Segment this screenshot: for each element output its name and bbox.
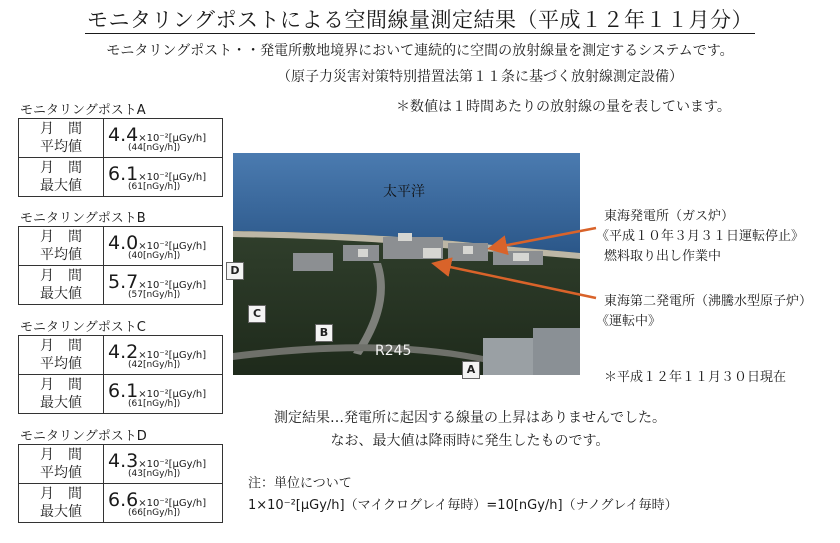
max-label: 月 間 最大値 [19, 158, 104, 197]
max-label: 月 間 最大値 [19, 266, 104, 305]
footnote-unit: 1×10⁻²[μGy/h]（マイクログレイ毎時）=10[nGy/h]（ナノグレイ毎時） [248, 498, 678, 513]
post-d-max: 6.6×10⁻²[μGy/h] (66[nGy/h]) [104, 484, 223, 523]
arrow-plant1 [492, 228, 596, 248]
post-d-avg: 4.3×10⁻²[μGy/h] (43[nGy/h]) [104, 445, 223, 484]
avg-label: 月 間 平均値 [19, 227, 104, 266]
plant1-annotation [596, 207, 805, 267]
post-b-avg: 4.0×10⁻²[μGy/h] (40[nGy/h]) [104, 227, 223, 266]
max-label: 月 間 最大値 [19, 484, 104, 523]
arrow-plant2 [436, 264, 596, 298]
intro-line-2: （原子力災害対策特別措置法第１１条に基づく放射線測定設備） [277, 69, 683, 85]
post-a-label: モニタリングポストA [20, 103, 146, 118]
avg-label: 月 間 平均値 [19, 336, 104, 375]
intro-line-3: ＊数値は１時間あたりの放射線の量を表しています。 [396, 99, 731, 115]
plant2-annotation [596, 292, 813, 332]
marker-d: D [226, 262, 244, 280]
intro-line-1: モニタリングポスト・・発電所敷地境界において連続的に空間の放射線量を測定するシステムです。 [106, 43, 734, 59]
post-c-max: 6.1×10⁻²[μGy/h] (61[nGy/h]) [104, 375, 223, 414]
date-note: ＊平成１２年１１月３０日現在 [604, 370, 787, 385]
plant1-name: 東海発電所（ガス炉） [604, 209, 735, 224]
footnote-title: 注：単位について [248, 476, 352, 491]
marker-c: C [248, 305, 266, 323]
avg-label: 月 間 平均値 [19, 445, 104, 484]
avg-label: 月 間 平均値 [19, 119, 104, 158]
road-label: R245 [375, 343, 412, 359]
result-line-2: なお、最大値は降雨時に発生したものです。 [330, 433, 610, 449]
post-a-avg: 4.4×10⁻²[μGy/h] (44[nGy/h]) [104, 119, 223, 158]
post-c-label: モニタリングポストC [20, 320, 146, 335]
plant2-name: 東海第二発電所（沸騰水型原子炉） [604, 294, 813, 309]
plant1-status: 《平成１０年３月３１日運転停止》 [596, 229, 805, 244]
post-c-avg: 4.2×10⁻²[μGy/h] (42[nGy/h]) [104, 336, 223, 375]
sea-label: 太平洋 [383, 184, 425, 200]
plant2-status: 《運転中》 [596, 314, 662, 329]
post-b-label: モニタリングポストB [20, 211, 146, 226]
post-a-max: 6.1×10⁻²[μGy/h] (61[nGy/h]) [104, 158, 223, 197]
result-line-1: 測定結果…発電所に起因する線量の上昇はありませんでした。 [274, 410, 666, 426]
max-label: 月 間 最大値 [19, 375, 104, 414]
post-b-max: 5.7×10⁻²[μGy/h] (57[nGy/h]) [104, 266, 223, 305]
marker-a: A [462, 361, 480, 379]
post-d-label: モニタリングポストD [20, 429, 147, 444]
marker-b: B [315, 324, 333, 342]
page-title: モニタリングポストによる空間線量測定結果（平成１２年１１月分） [86, 8, 754, 32]
plant1-note: 燃料取り出し作業中 [604, 249, 722, 264]
